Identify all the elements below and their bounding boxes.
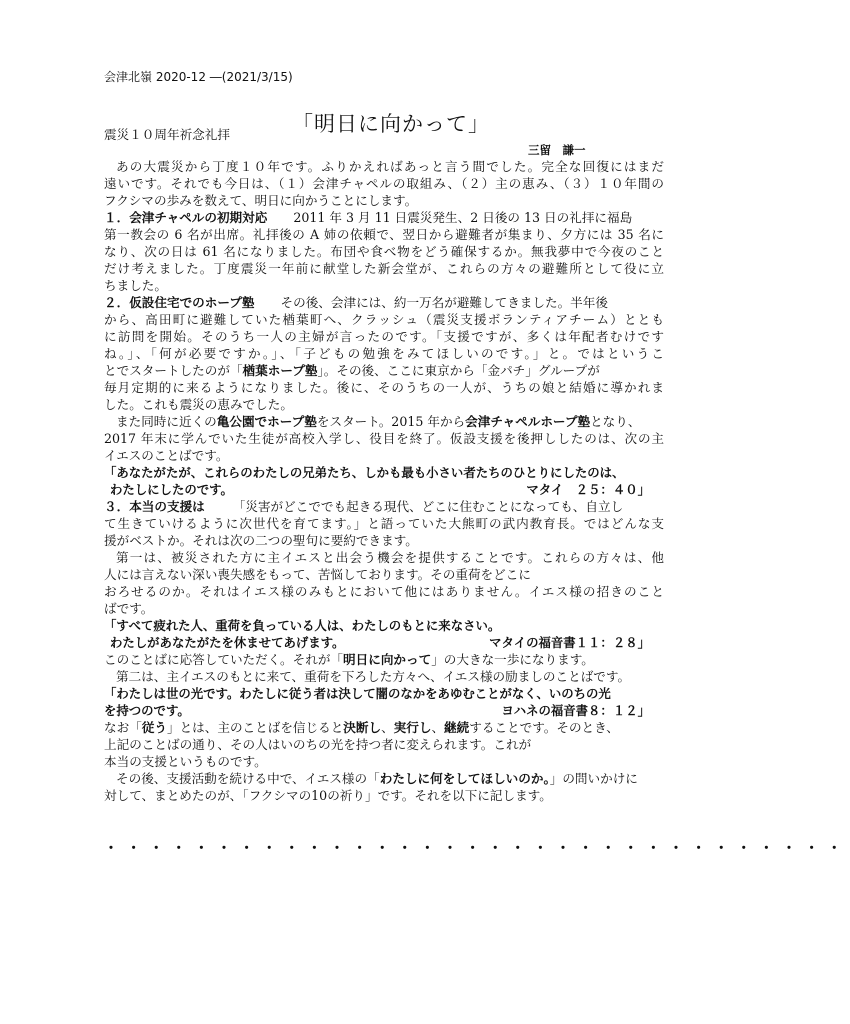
emphasis-text: わたしに何をしてほしいのか。	[379, 771, 550, 786]
scripture-quote-line: 「すべて疲れた人、重荷を負っている人は、わたしのもとに来なさい。	[104, 618, 501, 633]
paragraph-text: 、	[381, 720, 394, 735]
paragraph-line	[104, 719, 664, 736]
paragraph-line	[104, 362, 664, 379]
paragraph-text: 」とは、主のことばを信じると	[166, 720, 344, 735]
paragraph-text: その後、会津には、約一万名が避難してきました。半年後	[280, 295, 608, 310]
paragraph-line: て生きていけるように次世代を育てます。」と語っていた大熊町の武内教育長。ではどんな支	[104, 516, 664, 531]
paragraph-line: だけ考えました。丁度震災一年前に献堂した新会堂が、これらの方々の避難所として役に立	[104, 261, 664, 276]
scripture-reference: マタイの福音書１１：２８」	[489, 635, 650, 650]
paragraph-text: このことばに応答していただく。それが「	[104, 652, 344, 667]
paragraph-text: 「災害がどこででも起きる現代、どこに住むことになっても、自立し	[232, 499, 624, 514]
emphasis-text: 決断し	[343, 720, 382, 735]
paragraph-line	[104, 651, 664, 668]
paragraph-line: ね。」、「何が必要ですか。」、「子どもの勉強をみてほしいのです。」と。ではというこ	[104, 346, 664, 361]
scripture-quote-line	[104, 481, 664, 498]
paragraph-line: 第一教会の 6 名が出席。礼拝後の A 姉の依頼で、翌日から避難者が集まり、夕方には 35 名に	[104, 227, 664, 242]
paragraph-text: 、	[431, 720, 445, 735]
emphasis-text: 継続	[444, 720, 470, 735]
paragraph-line: から、高田町に避難していた楢葉町へ、クラッシュ（震災支援ボランティアチーム）ととも	[104, 312, 664, 327]
paragraph-line: した。これも震災の恵みでした。	[104, 397, 293, 412]
section-1-heading: １．会津チャペルの初期対応	[104, 210, 268, 225]
author-name: 三留 謙一	[528, 143, 586, 157]
paragraph-line: 2017 年末に学んでいた生徒が高校入学し、役目を終了。仮設支援を後押ししたのは、次の主	[104, 431, 664, 446]
paragraph-text: とでスタートしたのが「	[104, 363, 243, 378]
paragraph-text: することです。そのとき、	[469, 720, 619, 735]
paragraph-text: となり、	[590, 414, 641, 429]
emphasis-text: 明日に向かって	[343, 652, 432, 667]
paragraph-line	[104, 770, 664, 787]
paragraph-line: 遠いです。それでも今日は、（１）会津チャペルの取組み、（２）主の恵み、（３）１０年間の	[104, 176, 664, 191]
scripture-quote-line: 「あなたがたが、これらのわたしの兄弟たち、しかも最も小さい者たちのひとりにしたのは、	[104, 465, 625, 480]
scripture-reference: ヨハネの福音書８：１２」	[501, 703, 650, 718]
paragraph-text: その後、支援活動を続ける中で、イエス様の「	[116, 771, 380, 786]
section-2-heading: ２．仮設住宅でのホープ塾	[104, 295, 255, 310]
paragraph-text: 」の問いかけに	[549, 771, 638, 786]
paragraph-line: おろせるのか。それはイエス様のみもとにおいて他にはありません。イエス様の招きのこと	[104, 584, 664, 599]
scripture-text: を持つのです。	[104, 703, 190, 718]
body-text	[104, 158, 664, 804]
paragraph-line: フクシマの歩みを数えて、明日に向かうことにします。	[104, 193, 418, 208]
paragraph-text: なお「	[104, 720, 142, 735]
dotted-separator: ・・・・・・・・・・・・・・・・・・・・・・・・・・・・・・・・・	[104, 841, 850, 857]
paragraph-line: ばです。	[104, 601, 154, 616]
section-3-first-line	[104, 498, 664, 515]
paragraph-line: 第一は、被災された方に主イエスと出会う機会を提供することです。これらの方々は、他	[116, 550, 664, 565]
scripture-reference: マタイ ２５：４０」	[526, 482, 650, 497]
emphasis-text: 実行し	[393, 720, 432, 735]
paragraph-text: をスタート。2015 年から	[316, 414, 466, 429]
paragraph-line: 本当の支援というものです。	[104, 754, 267, 769]
paragraph-text: また同時に近くの	[116, 414, 217, 429]
emphasis-text: 従う	[141, 720, 167, 735]
paragraph-line: 上記のことばの通り、その人はいのちの光を持つ者に変えられます。これが	[104, 737, 532, 752]
emphasis-text: 会津チャペルホープ塾	[465, 414, 591, 429]
scripture-text: わたしがあなたがたを休ませてあげます。	[110, 635, 345, 650]
emphasis-text: 楢葉ホープ塾	[242, 363, 318, 378]
emphasis-text: 亀公園でホープ塾	[216, 414, 317, 429]
paragraph-line: 第二は、主イエスのもとに来て、重荷を下ろした方々へ、イエス様の励ましのことばです。	[116, 669, 631, 684]
section-1-first-line	[104, 209, 664, 226]
paragraph-line: 対して、まとめたのが、「フクシマの10の祈り」です。それを以下に記します。	[104, 788, 552, 803]
header-line: 会津北嶺 2020-12 ―(2021/3/15)	[104, 70, 293, 84]
paragraph-line	[104, 413, 664, 430]
paragraph-text: 」。その後、ここに東京から「金パチ」グループが	[317, 363, 600, 378]
paragraph-text: 2011 年 3 月 11 日震災発生、2 日後の 13 日の礼拝に福島	[293, 210, 633, 225]
scripture-quote-line: 「わたしは世の光です。わたしに従う者は決して闇のなかをあゆむことがなく、いのちの光	[104, 686, 611, 701]
paragraph-line: ちました。	[104, 278, 167, 293]
paragraph-line: イエスのことばです。	[104, 448, 229, 463]
section-2-first-line	[104, 294, 664, 311]
section-3-heading: ３．本当の支援は	[104, 499, 205, 514]
event-label: 震災１０周年祈念礼拝	[104, 127, 230, 142]
page-title: 「明日に向かって」	[292, 112, 490, 136]
scripture-text: わたしにしたのです。	[110, 482, 233, 497]
scripture-quote-line	[104, 634, 664, 651]
paragraph-line: あの大震災から丁度１０年です。ふりかえればあっと言う間でした。完全な回復にはまだ	[116, 159, 664, 174]
paragraph-text: 」の大きな一歩になります。	[431, 652, 594, 667]
paragraph-line: に訪問を開始。そのうち一人の主婦が言ったのです。「支援ですが、多くは年配者むけです	[104, 329, 664, 344]
paragraph-line: 援がベストか。それは次の二つの聖句に要約できます。	[104, 533, 418, 548]
paragraph-line: 人には言えない深い喪失感をもって、苦悩しております。その重荷をどこに	[104, 567, 531, 582]
scripture-quote-line	[104, 702, 664, 719]
paragraph-line: 毎月定期的に来るようになりました。後に、そのうちの一人が、うちの娘と結婚に導かれま	[104, 380, 664, 395]
paragraph-line: なり、次の日は 61 名になりました。布団や食べ物をどう確保するか。無我夢中で今夜のこと	[104, 244, 664, 259]
